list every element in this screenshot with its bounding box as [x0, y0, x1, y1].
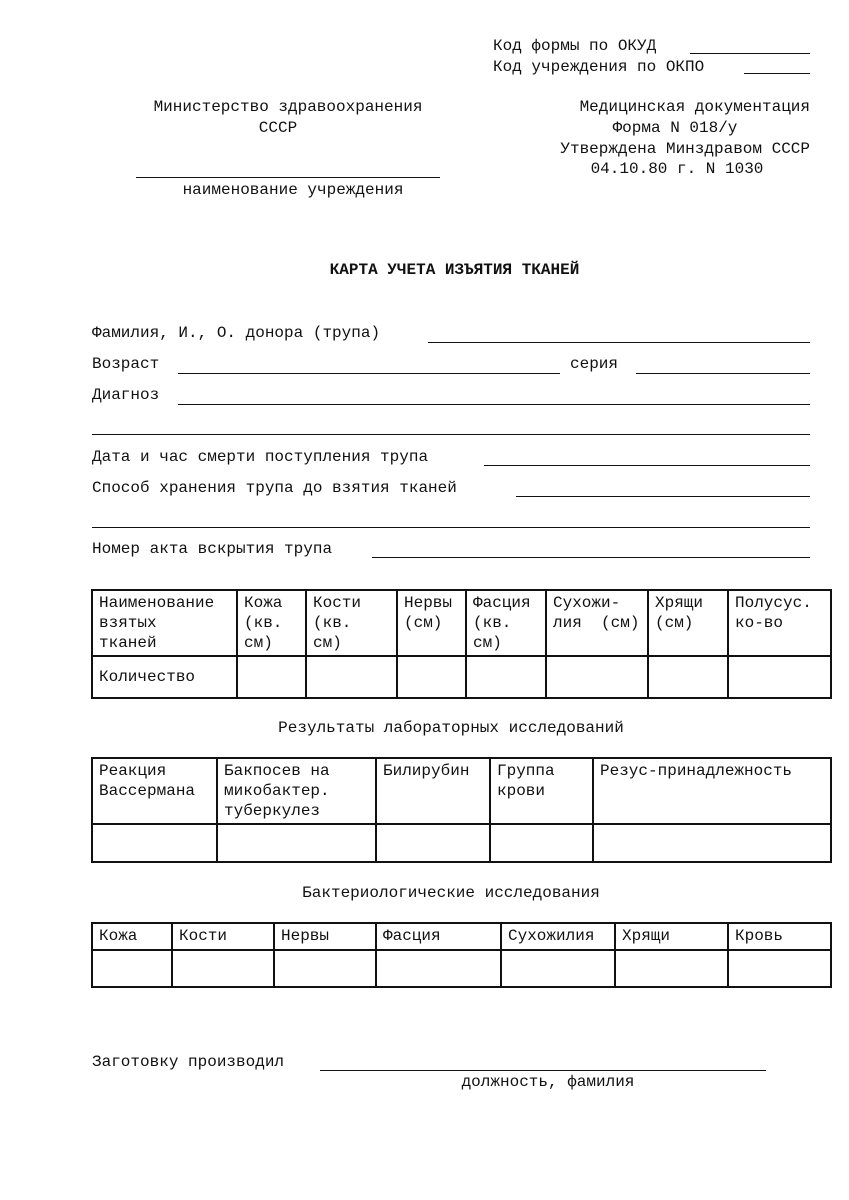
bact-title: Бактериологические исследования	[302, 884, 600, 902]
ministry-line-1: Министерство здравоохранения	[153, 98, 423, 116]
storage-label: Способ хранения трупа до взятия тканей	[92, 479, 457, 497]
bact-header-bones: Кости	[172, 923, 274, 950]
bact-header-nerves: Нервы	[274, 923, 376, 950]
prepared-by-label: Заготовку производил	[92, 1053, 285, 1071]
lab-cell-culture[interactable]	[217, 824, 376, 862]
bact-cell-bones[interactable]	[172, 950, 274, 987]
bact-cell-tendons[interactable]	[501, 950, 615, 987]
donor-label: Фамилия, И., О. донора (трупа)	[92, 324, 381, 342]
lab-cell-rhesus[interactable]	[593, 824, 831, 862]
lab-cell-blood-group[interactable]	[490, 824, 593, 862]
autopsy-field[interactable]	[372, 557, 810, 558]
tissues-cell-nerves[interactable]	[397, 656, 466, 698]
bact-cell-skin[interactable]	[92, 950, 172, 987]
tissues-header-cartilage: Хрящи (см)	[648, 590, 728, 656]
doc-line-4: 04.10.80 г. N 1030	[590, 160, 764, 178]
age-label: Возраст	[92, 355, 160, 373]
prepared-by-field[interactable]	[320, 1070, 766, 1071]
series-label: серия	[570, 355, 619, 373]
tissues-cell-cartilage[interactable]	[648, 656, 728, 698]
institution-caption: наименование учреждения	[182, 181, 404, 199]
ministry-line-2: СССР	[258, 119, 298, 137]
tissues-cell-fascia[interactable]	[466, 656, 546, 698]
bact-header-fascia: Фасция	[376, 923, 501, 950]
age-field[interactable]	[178, 373, 560, 374]
bact-cell-fascia[interactable]	[376, 950, 501, 987]
series-field[interactable]	[636, 373, 810, 374]
tissues-cell-bones[interactable]	[306, 656, 397, 698]
tissues-header-fascia: Фасция (кв. см)	[466, 590, 546, 656]
doc-line-2: Форма N 018/у	[612, 119, 738, 137]
lab-table	[91, 757, 832, 863]
death-date-field[interactable]	[484, 465, 810, 466]
okpo-label: Код учреждения по ОКПО	[493, 58, 705, 76]
okud-label: Код формы по ОКУД	[493, 37, 657, 55]
tissues-header-tendons: Сухожи- лия (см)	[546, 590, 648, 656]
tissues-header-skin: Кожа (кв. см)	[237, 590, 306, 656]
diagnosis-field[interactable]	[178, 404, 810, 405]
prepared-by-caption: должность, фамилия	[461, 1073, 635, 1091]
tissues-cell-semitendinosus[interactable]	[728, 656, 831, 698]
bact-header-cartilage: Хрящи	[615, 923, 728, 950]
lab-title: Результаты лабораторных исследований	[278, 719, 624, 737]
tissues-table	[91, 589, 832, 699]
autopsy-label: Номер акта вскрытия трупа	[92, 540, 333, 558]
lab-cell-wassermann[interactable]	[92, 824, 217, 862]
diagnosis-label: Диагноз	[92, 386, 160, 404]
lab-header-bilirubin: Билирубин	[376, 758, 490, 824]
diagnosis-field-2[interactable]	[92, 434, 810, 435]
bact-header-blood: Кровь	[728, 923, 831, 950]
okpo-code-line[interactable]	[744, 73, 810, 74]
page-title: КАРТА УЧЕТА ИЗЪЯТИЯ ТКАНЕЙ	[329, 261, 580, 279]
tissues-row-label: Количество	[92, 656, 237, 698]
tissues-header-nerves: Нервы (см)	[397, 590, 466, 656]
lab-cell-bilirubin[interactable]	[376, 824, 490, 862]
tissues-cell-skin[interactable]	[237, 656, 306, 698]
lab-header-wassermann: Реакция Вассермана	[92, 758, 217, 824]
bact-table	[91, 922, 832, 988]
lab-header-culture: Бакпосев на микобактер. туберкулез	[217, 758, 376, 824]
tissues-header-name: Наименование взятых тканей	[92, 590, 237, 656]
institution-name-line[interactable]	[136, 177, 440, 178]
death-date-label: Дата и час смерти поступления трупа	[92, 448, 429, 466]
okud-code-line[interactable]	[690, 53, 810, 54]
bact-cell-nerves[interactable]	[274, 950, 376, 987]
lab-header-blood-group: Группа крови	[490, 758, 593, 824]
storage-field[interactable]	[516, 496, 810, 497]
doc-line-3: Утверждена Минздравом СССР	[560, 140, 810, 158]
bact-cell-cartilage[interactable]	[615, 950, 728, 987]
donor-field[interactable]	[428, 342, 810, 343]
bact-header-tendons: Сухожилия	[501, 923, 615, 950]
bact-header-skin: Кожа	[92, 923, 172, 950]
tissues-header-semitendinosus: Полусус. ко-во	[728, 590, 831, 656]
doc-line-1: Медицинская документация	[579, 98, 810, 116]
bact-cell-blood[interactable]	[728, 950, 831, 987]
tissues-cell-tendons[interactable]	[546, 656, 648, 698]
lab-header-rhesus: Резус-принадлежность	[593, 758, 831, 824]
tissues-header-bones: Кости (кв. см)	[306, 590, 397, 656]
storage-field-2[interactable]	[92, 527, 810, 528]
